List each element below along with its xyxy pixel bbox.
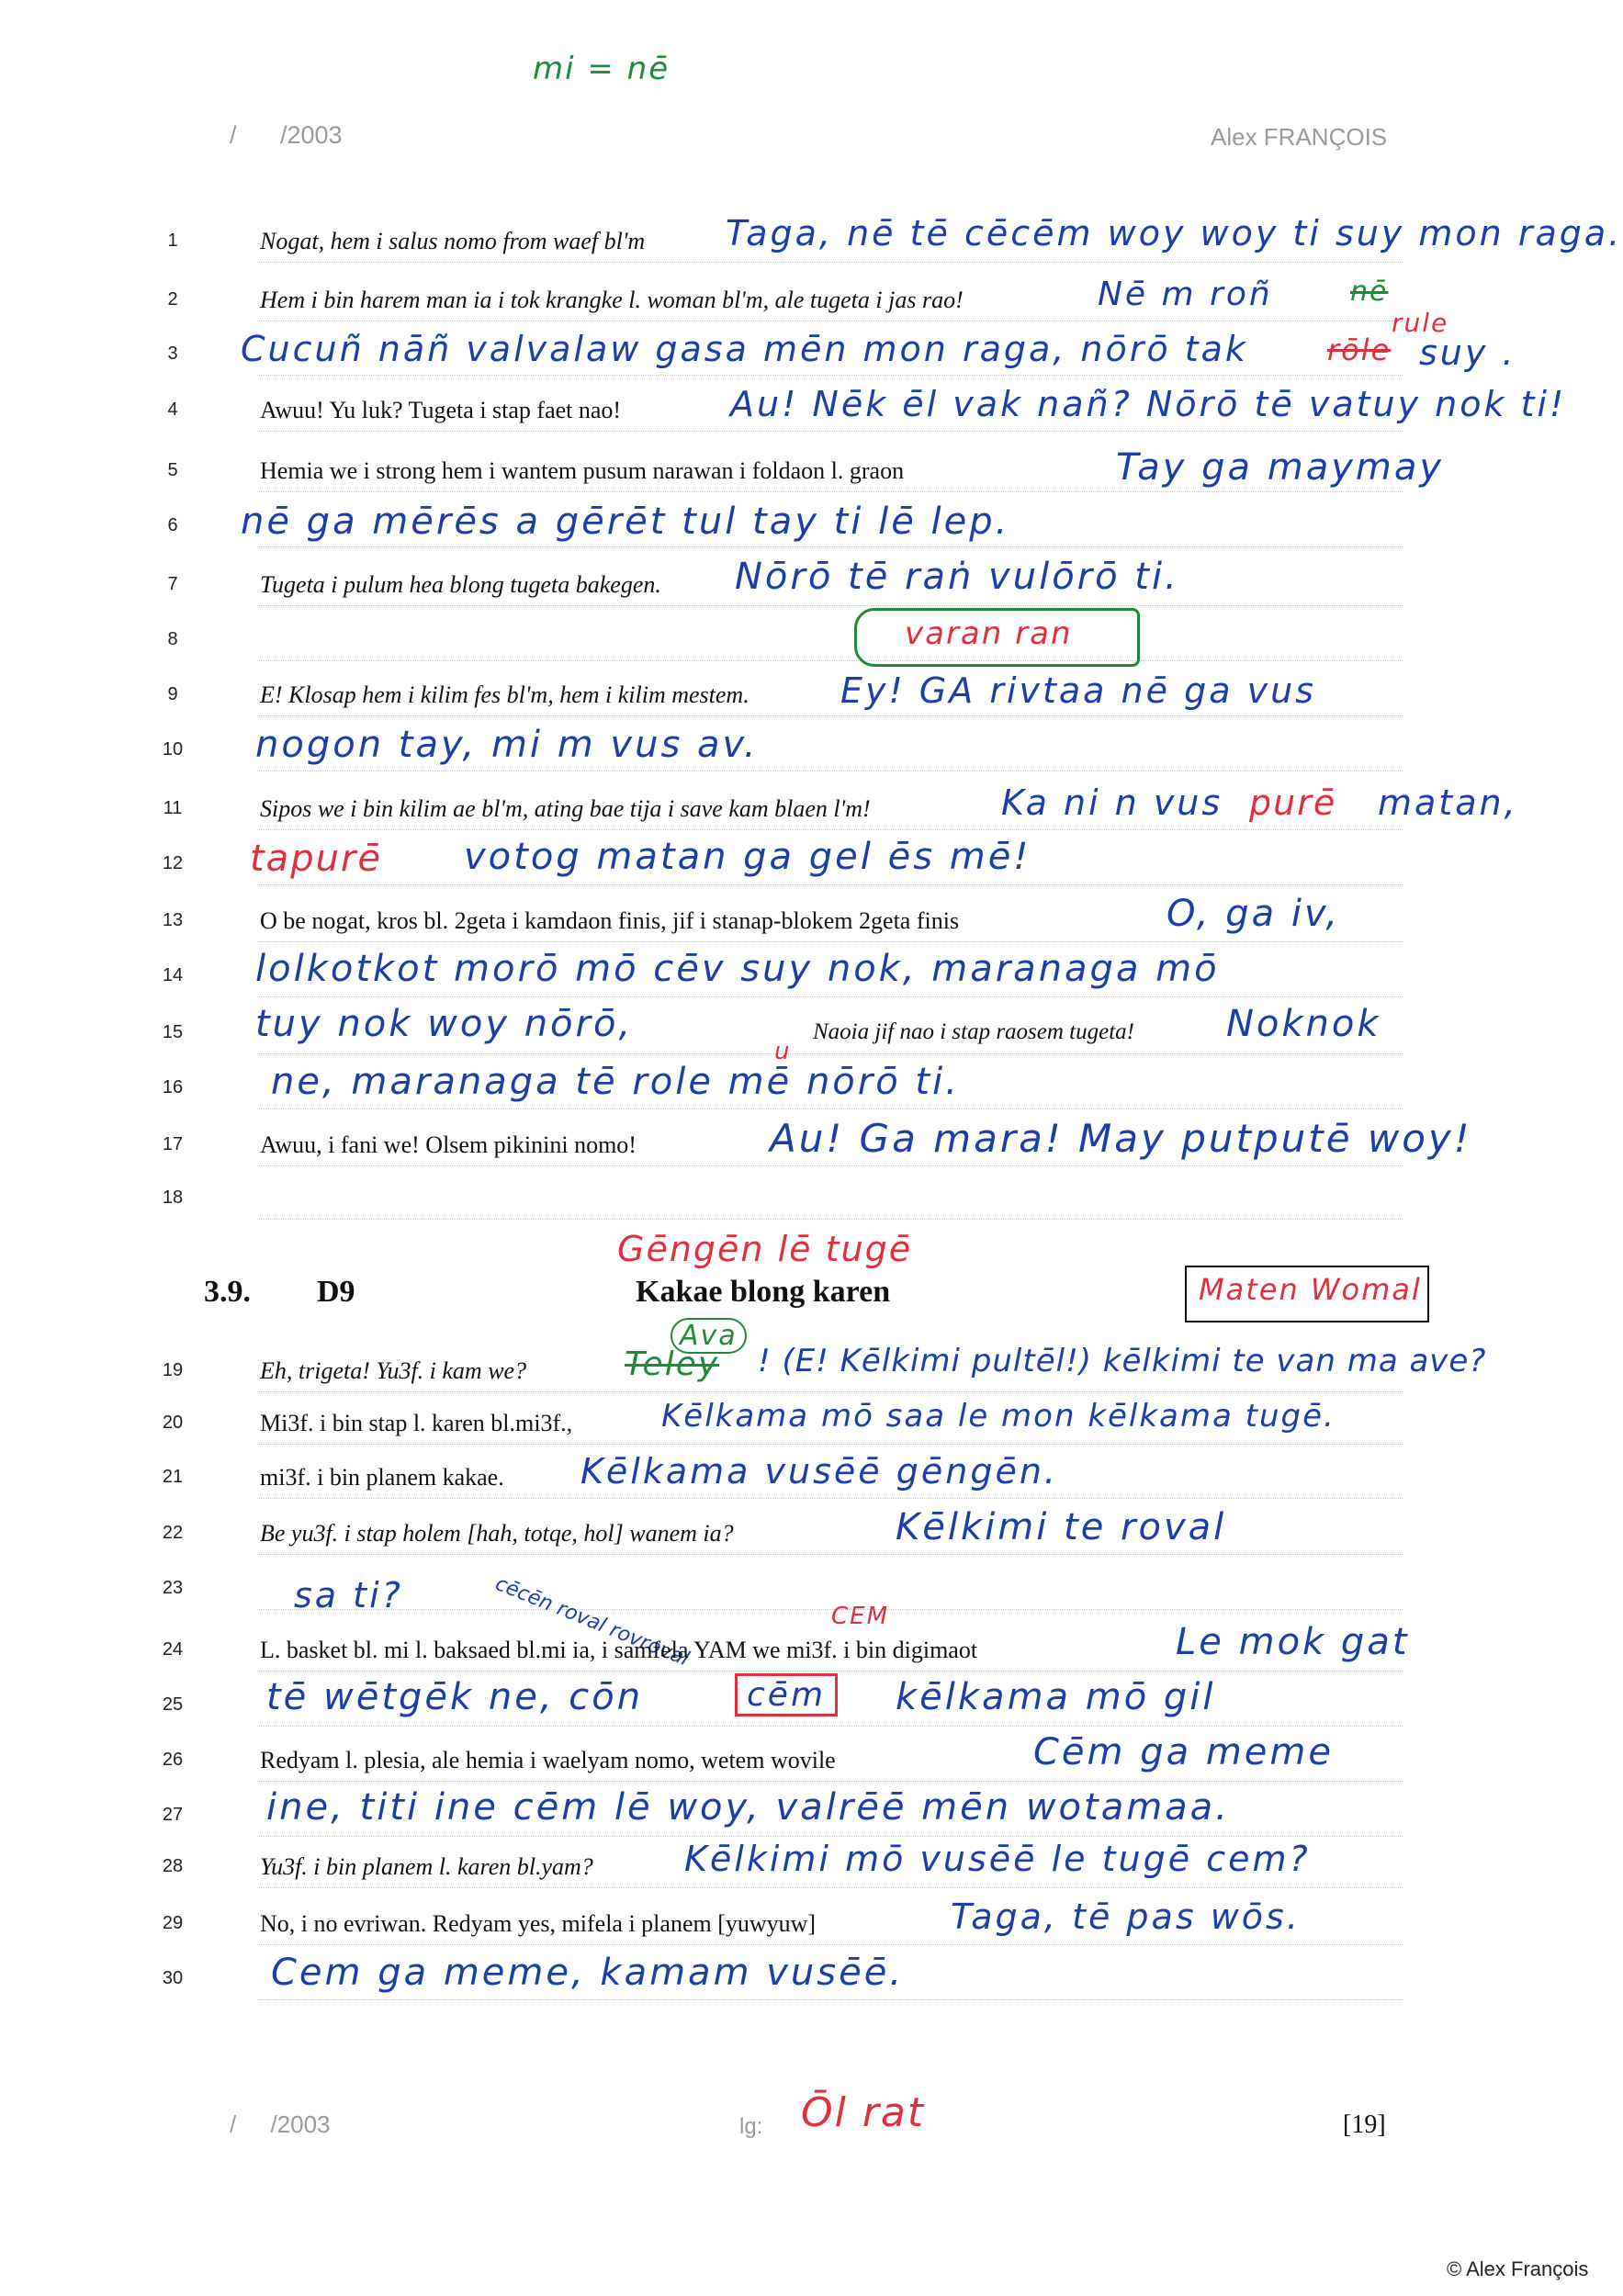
- line-24-correction: CEM: [831, 1603, 890, 1630]
- page-number: [19]: [1343, 2110, 1386, 2139]
- line-5-printed: Hemia we i strong hem i wantem pusum narawan i foldaon l. graon: [260, 457, 905, 484]
- line-number: 8: [167, 629, 178, 649]
- line-9-printed: E! Klosap hem i kilim fes bl'm, hem i kilim mestem.: [260, 681, 750, 708]
- line-5-handwriting: Tay ga maymay: [1116, 446, 1445, 489]
- section-box-note: Maten Womal: [1199, 1272, 1422, 1307]
- line-9-handwriting: Ey! GA rivtaa nē ga vus: [840, 670, 1316, 711]
- section-number: 3.9.: [204, 1275, 251, 1309]
- line-rule: [257, 1887, 1403, 1888]
- line-number: 22: [162, 1523, 184, 1543]
- line-16-correction-mark: u: [774, 1038, 792, 1065]
- line-23-handwriting: sa ti?: [294, 1575, 403, 1615]
- line-number: 14: [162, 965, 184, 985]
- line-19-printed: Eh, trigeta! Yu3f. i kam we?: [260, 1357, 527, 1384]
- header-author: Alex FRANÇOIS: [1211, 123, 1388, 151]
- line-number: 17: [162, 1134, 184, 1154]
- line-number: 19: [162, 1360, 184, 1380]
- line-number: 1: [167, 231, 178, 251]
- line-20-handwriting: Kēlkama mō saa le mon kēlkama tugē.: [661, 1398, 1336, 1435]
- line-11-correction: purē: [1249, 782, 1337, 823]
- line-rule: [257, 491, 1403, 492]
- footer-lg-value: Ōl rat: [801, 2089, 926, 2136]
- line-rule: [257, 605, 1403, 606]
- line-4-printed: Awuu! Yu luk? Tugeta i stap faet nao!: [260, 397, 622, 423]
- line-number: 11: [163, 798, 183, 818]
- line-number: 2: [167, 289, 178, 310]
- line-number: 27: [162, 1805, 184, 1825]
- line-21-handwriting: Kēlkama vusēē gēngēn.: [580, 1451, 1058, 1491]
- line-number: 28: [162, 1856, 184, 1876]
- line-30-handwriting: Cem ga meme, kamam vusēē.: [271, 1952, 905, 1994]
- line-4-handwriting: Au! Nēk ēl vak nañ? Nōrō tē vatuy nok ti!: [730, 384, 1567, 424]
- line-number: 9: [167, 684, 178, 704]
- line-number: 12: [162, 853, 184, 873]
- line-7-printed: Tugeta i pulum hea blong tugeta bakegen.: [260, 571, 661, 598]
- line-8-correction: varan ran: [905, 615, 1073, 652]
- line-number: 21: [162, 1467, 184, 1487]
- line-20-printed: Mi3f. i bin stap l. karen bl.mi3f.,: [260, 1410, 573, 1436]
- line-rule: [257, 829, 1403, 830]
- line-13-handwriting: O, ga iv,: [1167, 893, 1341, 935]
- line-26-printed: Redyam l. plesia, ale hemia i waelyam nomo, wetem wovile: [260, 1747, 836, 1773]
- line-23-annotation: cēcēn roval rovroval: [491, 1572, 693, 1671]
- copyright: © Alex François: [1447, 2257, 1589, 2280]
- line-19-green-struck: Teley: [625, 1345, 720, 1383]
- line-3-handwriting: Cucuñ nāñ valvalaw gasa mēn mon raga, nōrō tak: [241, 329, 1248, 369]
- line-rule: [257, 1053, 1403, 1054]
- line-number: 23: [162, 1578, 184, 1598]
- section-code: D9: [317, 1275, 355, 1309]
- line-17-handwriting: Au! Ga mara! May putputē woy!: [770, 1116, 1472, 1161]
- line-number: 30: [162, 1968, 184, 1988]
- line-rule: [257, 1219, 1403, 1220]
- line-rule: [257, 884, 1403, 885]
- line-3-struck-word: rōle: [1327, 332, 1392, 367]
- line-15-handwriting-tail: Noknok: [1226, 1003, 1381, 1045]
- line-26-handwriting: Cēm ga meme: [1033, 1731, 1334, 1773]
- line-rule: [257, 941, 1403, 942]
- line-rule: [257, 431, 1403, 432]
- line-12-correction: tapurē: [250, 838, 382, 880]
- line-rule: [257, 1444, 1403, 1445]
- line-24-printed: L. basket bl. mi l. baksaed bl.mi ia, i samfela YAM we mi3f. i bin digimaot: [260, 1637, 978, 1663]
- line-rule: [257, 660, 1403, 661]
- line-rule: [257, 546, 1403, 547]
- line-2-handwriting: Nē m roñ: [1098, 276, 1273, 313]
- header-date: / /2003: [230, 121, 343, 149]
- line-14-handwriting: lolkotkot morō mō cēv suy nok, maranaga mō: [255, 948, 1220, 990]
- line-6-handwriting: nē ga mērēs a gērēt tul tay ti lē lep.: [241, 501, 1010, 543]
- line-28-printed: Yu3f. i bin planem l. karen bl.yam?: [260, 1853, 593, 1880]
- line-number: 15: [162, 1022, 184, 1042]
- line-24-handwriting: Le mok gat: [1176, 1621, 1410, 1663]
- line-25-handwriting: tē wētgēk ne, cōn: [266, 1676, 644, 1718]
- line-rule: [257, 375, 1403, 376]
- line-3-handwriting-tail: suy .: [1419, 332, 1516, 373]
- line-13-printed: O be nogat, kros bl. 2geta i kamdaon finis, jif i stanap-blokem 2geta finis: [260, 907, 960, 934]
- line-rule: [257, 1554, 1403, 1555]
- line-11-printed: Sipos we i bin kilim ae bl'm, ating bae tija i save kam blaen l'm!: [260, 795, 871, 822]
- line-number: 16: [162, 1077, 184, 1097]
- line-rule: [257, 1944, 1403, 1945]
- line-27-handwriting: ine, titi ine cēm lē woy, valrēē mēn wotamaa.: [266, 1786, 1230, 1829]
- line-rule: [257, 1836, 1403, 1837]
- line-number: 18: [162, 1187, 184, 1208]
- line-rule: [257, 1165, 1403, 1166]
- line-number: 5: [167, 460, 178, 480]
- line-rule: [257, 1999, 1403, 2000]
- line-28-handwriting: Kēlkimi mō vusēē le tugē cem?: [684, 1839, 1311, 1879]
- line-number: 20: [162, 1412, 184, 1433]
- line-rule: [257, 1609, 1403, 1610]
- line-29-handwriting: Taga, tē pas wōs.: [951, 1896, 1301, 1937]
- line-15-handwriting: tuy nok woy nōrō,: [255, 1003, 634, 1045]
- line-number: 7: [167, 574, 178, 594]
- line-number: 13: [162, 910, 184, 930]
- line-2-struck-word: nē: [1350, 276, 1389, 308]
- section-title: Kakae blong karen: [636, 1275, 891, 1309]
- footer-lg-label: lg:: [739, 2114, 763, 2139]
- line-number: 4: [167, 400, 178, 420]
- line-11-handwriting-tail: matan,: [1378, 782, 1518, 823]
- line-rule: [257, 1498, 1403, 1499]
- line-3-correction: rule: [1392, 308, 1449, 338]
- line-21-printed: mi3f. i bin planem kakae.: [260, 1464, 504, 1491]
- line-number: 10: [162, 739, 184, 760]
- line-19-handwriting: ! (E! Kēlkimi pultēl!) kēlkimi te van ma ave?: [758, 1343, 1487, 1379]
- line-29-printed: No, i no evriwan. Redyam yes, mifela i planem [yuwyuw]: [260, 1910, 817, 1937]
- line-10-handwriting: nogon tay, mi m vus av.: [255, 724, 759, 766]
- section-title-translation: Gēngēn lē tugē: [617, 1229, 913, 1269]
- line-rule: [257, 1726, 1403, 1727]
- line-number: 3: [167, 343, 178, 364]
- line-number: 29: [162, 1913, 184, 1933]
- line-25-handwriting-tail: kēlkama mō gil: [896, 1676, 1216, 1718]
- line-7-handwriting: Nōrō tē raṅ vulōrō ti.: [735, 556, 1179, 598]
- line-19-green-above: Ava: [671, 1318, 747, 1354]
- line-number: 6: [167, 515, 178, 535]
- line-1-printed: Nogat, hem i salus nomo from waef bl'm: [260, 228, 646, 254]
- line-number: 24: [162, 1639, 184, 1660]
- line-2-printed: Hem i bin harem man ia i tok krangke l. woman bl'm, ale tugeta i jas rao!: [260, 287, 964, 313]
- line-rule: [257, 262, 1403, 263]
- line-rule: [257, 1391, 1403, 1392]
- line-1-handwriting: Taga, nē tē cēcēm woy woy ti suy mon raga.: [726, 213, 1623, 253]
- line-number: 25: [162, 1694, 184, 1715]
- line-rule: [257, 996, 1403, 997]
- line-17-printed: Awuu, i fani we! Olsem pikinini nomo!: [260, 1131, 637, 1158]
- line-22-handwriting: Kēlkimi te roval: [896, 1506, 1227, 1548]
- footer-date: / /2003: [230, 2110, 331, 2138]
- line-rule: [257, 1781, 1403, 1782]
- line-number: 26: [162, 1750, 184, 1770]
- line-25-boxed-word: cēm: [735, 1673, 838, 1716]
- line-rule: [257, 715, 1403, 716]
- top-note: mi = nē: [533, 51, 671, 87]
- line-12-handwriting: votog matan ga gel ēs mē!: [464, 836, 1031, 878]
- line-22-printed: Be yu3f. i stap holem [hah, totqe, hol] wanem ia?: [260, 1520, 734, 1547]
- line-16-handwriting: ne, maranaga tē role mē nōrō ti.: [271, 1061, 960, 1103]
- line-15-printed: Naoia jif nao i stap raosem tugeta!: [813, 1019, 1134, 1044]
- line-11-handwriting: Ka ni n vus: [1001, 782, 1223, 823]
